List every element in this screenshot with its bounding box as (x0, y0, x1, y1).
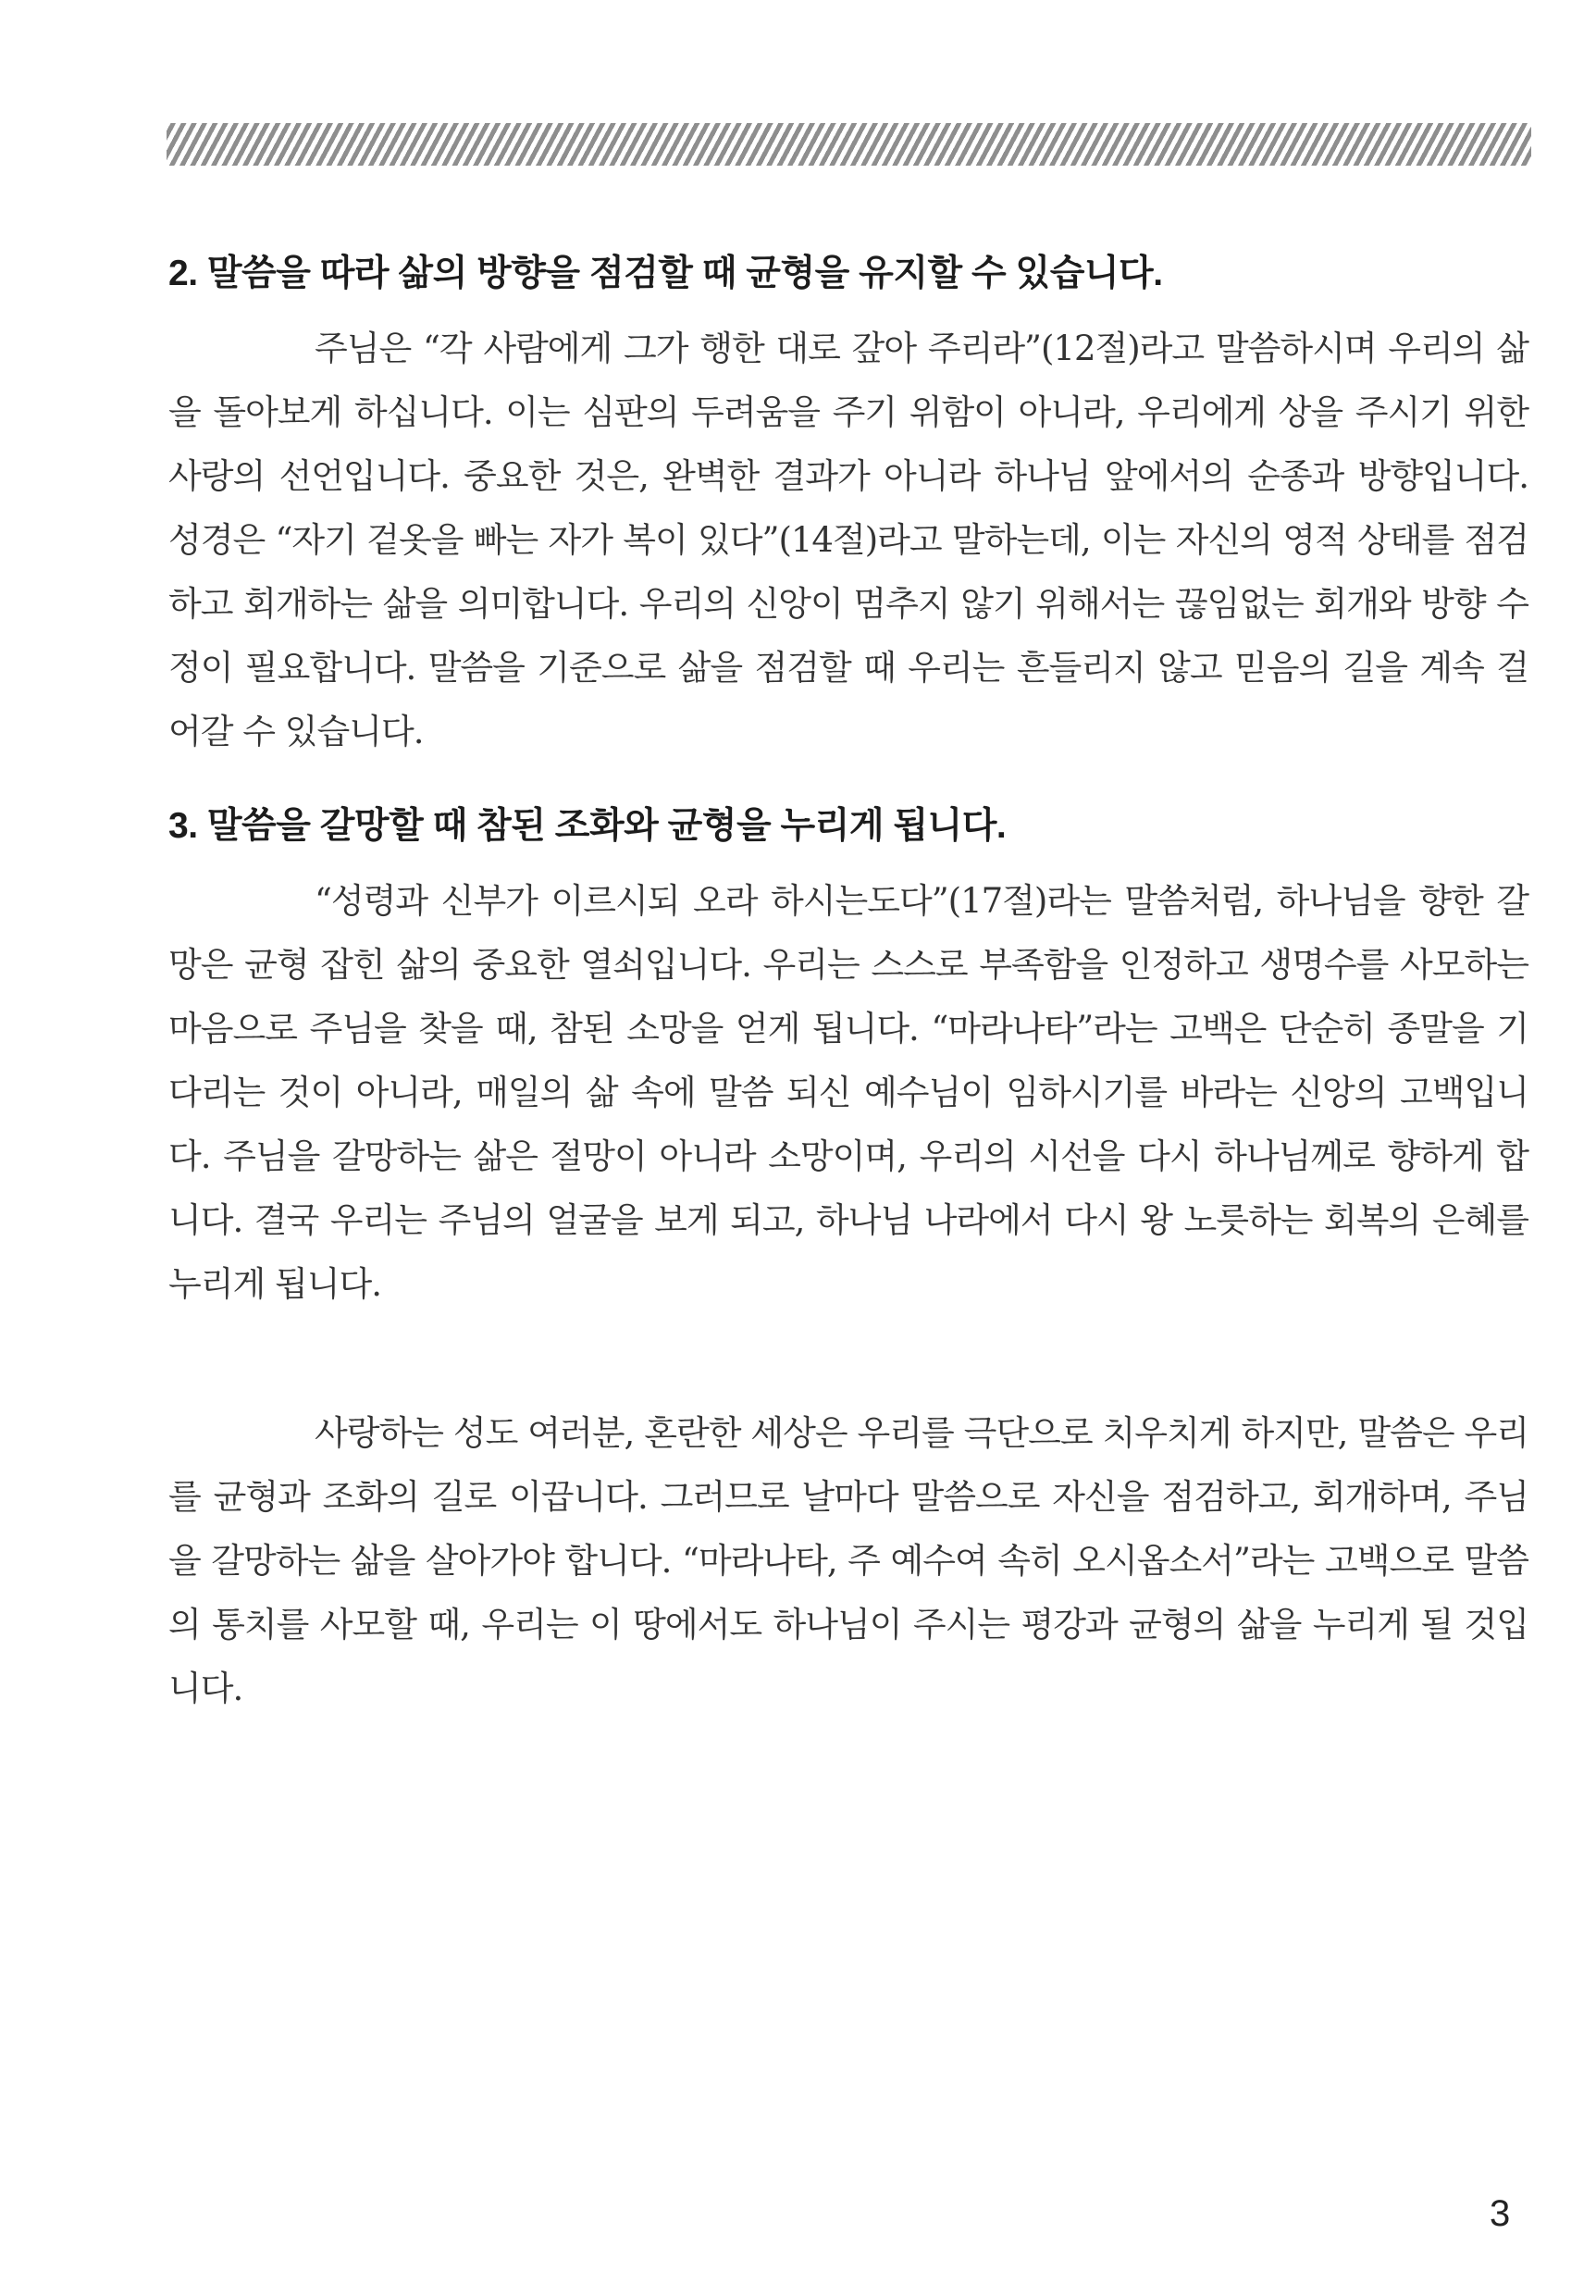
page-content (168, 248, 1528, 1720)
page-number: 3 (1490, 2193, 1511, 2234)
section-2 (168, 248, 1528, 763)
section-heading: 2. 말씀을 따라 삶의 방향을 점검할 때 균형을 유지할 수 있습니다. (168, 254, 1163, 293)
section-body: 주님은 “각 사람에게 그가 행한 대로 갚아 주리라”(12절)라고 말씀하시며 우리의 삶을 돌아보게 하십니다. 이는 심판의 두려움을 주기 위함이 아니라, 우리에게 상을 주시기 위한 사랑의 선언입니다. 중요한 것은, 완벽한 결과가 아니라 하나님 앞에서의 순종과 방향입니다. 성경은 “자기 겉옷을 빠는 자가 복이 있다”(14절)라고 말하는데, 이는 자신의 영적 상태를 점검하고 회개하는 삶을 의미합니다. 우리의 신앙이 멈추지 않기 위해서는 끊임없는 회개와 방향 수정이 필요합니다. 말씀을 기준으로 삶을 점검할 때 우리는 흔들리지 않고 믿음의 길을 계속 걸어갈 수 있습니다. (168, 329, 1528, 751)
closing-section (168, 1401, 1528, 1720)
closing-paragraph: 사랑하는 성도 여러분, 혼란한 세상은 우리를 극단으로 치우치게 하지만, 말씀은 우리를 균형과 조화의 길로 이끕니다. 그러므로 날마다 말씀으로 자신을 점검하고, 회개하며, 주님을 갈망하는 삶을 살아가야 합니다. “마라나타, 주 예수여 속히 오시옵소서”라는 고백으로 말씀의 통치를 사모할 때, 우리는 이 땅에서도 하나님이 주시는 평강과 균형의 삶을 누리게 될 것입니다. (168, 1413, 1528, 1708)
section-heading: 3. 말씀을 갈망할 때 참된 조화와 균형을 누리게 됩니다. (168, 806, 1007, 846)
section-3 (168, 800, 1528, 1316)
section-body: “성령과 신부가 이르시되 오라 하시는도다”(17절)라는 말씀처럼, 하나님을 향한 갈망은 균형 잡힌 삶의 중요한 열쇠입니다. 우리는 스스로 부족함을 인정하고 생명수를 사모하는 마음으로 주님을 찾을 때, 참된 소망을 얻게 됩니다. “마라나타”라는 고백은 단순히 종말을 기다리는 것이 아니라, 매일의 삶 속에 말씀 되신 예수님이 임하시기를 바라는 신앙의 고백입니다. 주님을 갈망하는 삶은 절망이 아니라 소망이며, 우리의 시선을 다시 하나님께로 향하게 합니다. 결국 우리는 주님의 얼굴을 보게 되고, 하나님 나라에서 다시 왕 노릇하는 회복의 은혜를 누리게 됩니다. (168, 881, 1528, 1304)
decorative-hatch-band (167, 123, 1531, 166)
